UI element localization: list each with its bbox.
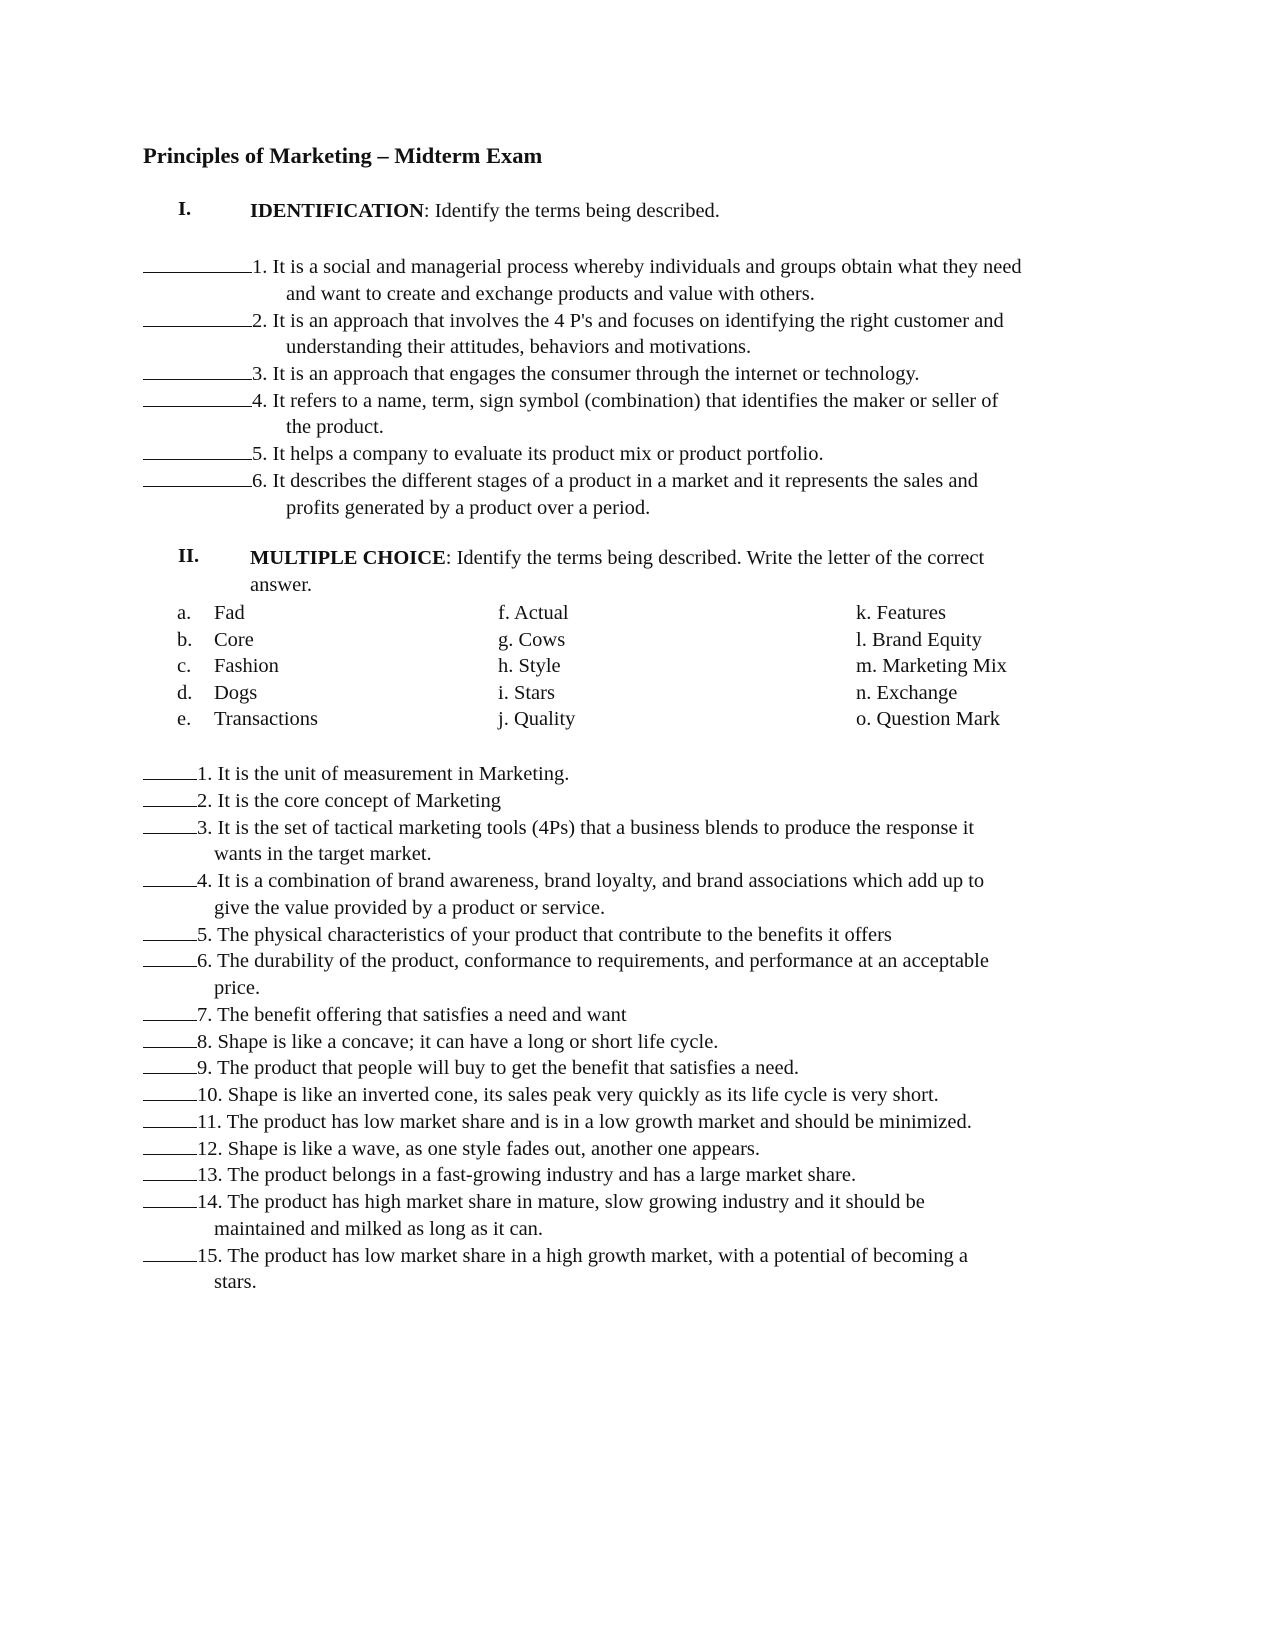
question-item [143, 813, 1083, 868]
answer-blank[interactable] [143, 813, 197, 834]
question-item [143, 466, 1083, 521]
question-text-continued: profits generated by a product over a period. [286, 496, 651, 519]
question-text: The product belongs in a fast-growing industry and has a large market share. [227, 1164, 857, 1187]
answer-blank[interactable] [143, 439, 252, 460]
question-number: 3. [252, 363, 268, 385]
choice-item: h. Style [498, 655, 561, 678]
question-text-continued: stars. [214, 1271, 257, 1294]
question-item [143, 1080, 1083, 1109]
question-number: 14. [197, 1191, 223, 1213]
section-instruction-text: : Identify the terms being described. [423, 200, 720, 222]
question-text: The product has high market share in mature, slow growing industry and it should be [227, 1191, 925, 1213]
answer-blank[interactable] [143, 359, 252, 380]
question-number: 1. [197, 763, 213, 785]
choice-letter: c. [177, 655, 192, 678]
question-text: It is the unit of measurement in Marketing. [217, 763, 570, 785]
answer-blank[interactable] [143, 1080, 197, 1101]
question-text-continued: maintained and milked as long as it can. [214, 1217, 544, 1240]
question-text-continued: give the value provided by a product or service. [214, 896, 606, 919]
question-text: It refers to a name, term, sign symbol (combination) that identifies the maker or seller of [272, 389, 999, 412]
question-item [143, 1134, 1083, 1163]
question-item [143, 1107, 1083, 1136]
question-item [143, 439, 1083, 468]
question-number: 7. [197, 1003, 213, 1026]
choice-term: Transactions [214, 708, 319, 731]
question-number: 5. [252, 443, 268, 466]
question-text: It describes the different stages of a product in a market and it represents the sales and [272, 470, 978, 492]
question-item [143, 1053, 1083, 1082]
question-number: 5. [197, 923, 213, 946]
answer-blank[interactable] [143, 786, 197, 807]
answer-blank[interactable] [143, 386, 252, 407]
choice-item: g. Cows [498, 628, 566, 651]
answer-blank[interactable] [143, 1241, 197, 1262]
question-number: 9. [197, 1057, 213, 1080]
choice-item: l. Brand Equity [856, 628, 982, 651]
question-text: It helps a company to evaluate its product mix or product portfolio. [272, 443, 824, 466]
question-text: It is a combination of brand awareness, brand loyalty, and brand associations which add up to [217, 870, 985, 892]
choice-letter: d. [177, 681, 193, 704]
question-text: The product has low market share in a high growth market, with a potential of becoming a [227, 1244, 969, 1267]
choice-letter: e. [177, 708, 192, 731]
question-text: Shape is like an inverted cone, its sales peak very quickly as its life cycle is very short. [227, 1084, 939, 1106]
choice-item: f. Actual [498, 602, 569, 624]
page-title: Principles of Marketing – Midterm Exam [143, 143, 543, 168]
question-text-continued: and want to create and exchange products and value with others. [286, 282, 815, 305]
answer-blank[interactable] [143, 1027, 197, 1048]
answer-blank[interactable] [143, 466, 252, 487]
question-item [143, 1187, 1083, 1242]
question-number: 15. [197, 1244, 223, 1267]
choice-letter: a. [177, 602, 192, 624]
question-item [143, 1241, 1083, 1296]
answer-blank[interactable] [143, 1107, 197, 1128]
choice-term: Fad [214, 602, 245, 624]
question-number: 3. [197, 816, 213, 839]
question-number: 4. [197, 870, 213, 892]
question-text: The product that people will buy to get the benefit that satisfies a need. [217, 1057, 799, 1080]
question-text-continued: the product. [286, 416, 384, 439]
answer-blank[interactable] [143, 1000, 197, 1021]
answer-blank[interactable] [143, 866, 197, 887]
question-number: 10. [197, 1084, 223, 1106]
question-text: It is an approach that involves the 4 P's and focuses on identifying the right customer and [272, 309, 1004, 332]
question-text: Shape is like a concave; it can have a long or short life cycle. [217, 1030, 719, 1053]
question-text: It is a social and managerial process whereby individuals and groups obtain what they need [272, 256, 1022, 278]
question-item [143, 386, 1083, 441]
question-text: The physical characteristics of your product that contribute to the benefits it offers [217, 923, 892, 946]
question-text: The product has low market share and is in a low growth market and should be minimized. [226, 1110, 972, 1133]
answer-blank[interactable] [143, 1160, 197, 1181]
section-heading: IDENTIFICATION [250, 200, 424, 222]
question-item [143, 359, 1083, 388]
question-number: 4. [252, 389, 268, 412]
choices-column-2 [498, 600, 898, 733]
section-heading: MULTIPLE CHOICE [250, 547, 446, 569]
choice-item: n. Exchange [856, 681, 958, 704]
question-text: It is the set of tactical marketing tools (4Ps) that a business blends to produce the response it [217, 816, 975, 839]
choice-item: k. Features [856, 602, 946, 624]
answer-blank[interactable] [143, 946, 197, 967]
choice-term: Fashion [214, 655, 279, 678]
question-number: 1. [252, 256, 268, 278]
question-number: 11. [197, 1110, 222, 1133]
question-number: 2. [252, 309, 268, 332]
answer-blank[interactable] [143, 252, 252, 273]
question-item [143, 920, 1083, 949]
choice-item: i. Stars [498, 681, 555, 704]
section-numeral: II. [178, 545, 200, 567]
section-instruction [250, 198, 1050, 225]
question-item [143, 1000, 1083, 1029]
answer-blank[interactable] [143, 1053, 197, 1074]
answer-blank[interactable] [143, 306, 252, 327]
choice-term: Dogs [214, 681, 258, 704]
answer-blank[interactable] [143, 759, 197, 780]
question-number: 8. [197, 1030, 213, 1053]
choice-item: o. Question Mark [856, 708, 1001, 731]
choice-term: Core [214, 628, 254, 651]
question-number: 6. [252, 470, 268, 492]
section-instruction [250, 545, 1040, 599]
question-number: 2. [197, 789, 213, 812]
section-numeral: I. [178, 198, 192, 220]
question-text: It is the core concept of Marketing [217, 789, 501, 812]
choice-item: m. Marketing Mix [856, 655, 1007, 678]
question-text: It is an approach that engages the consumer through the internet or technology. [272, 363, 920, 385]
answer-blank[interactable] [143, 1134, 197, 1155]
question-item [143, 1027, 1083, 1056]
choice-item: j. Quality [498, 708, 576, 731]
choice-letter: b. [177, 628, 193, 651]
question-item [143, 866, 1083, 921]
question-item [143, 759, 1083, 788]
section-instruction-text: : Identify the terms being described. Write the letter of the correct answer. [250, 547, 985, 596]
question-text: The benefit offering that satisfies a need and want [217, 1003, 627, 1026]
question-item [143, 786, 1083, 815]
question-number: 6. [197, 950, 213, 973]
question-text: Shape is like a wave, as one style fades out, another one appears. [227, 1137, 760, 1160]
question-item [143, 946, 1083, 1001]
answer-blank[interactable] [143, 920, 197, 941]
question-text-continued: wants in the target market. [214, 843, 432, 866]
question-text-continued: price. [214, 976, 261, 999]
choices-column-3 [856, 600, 1256, 733]
question-item [143, 306, 1083, 361]
question-text: The durability of the product, conformance to requirements, and performance at an acceptable [217, 950, 989, 973]
answer-blank[interactable] [143, 1187, 197, 1208]
question-item [143, 252, 1083, 307]
question-number: 13. [197, 1164, 223, 1187]
question-item [143, 1160, 1083, 1189]
question-text-continued: understanding their attitudes, behaviors and motivations. [286, 336, 752, 359]
question-number: 12. [197, 1137, 223, 1160]
